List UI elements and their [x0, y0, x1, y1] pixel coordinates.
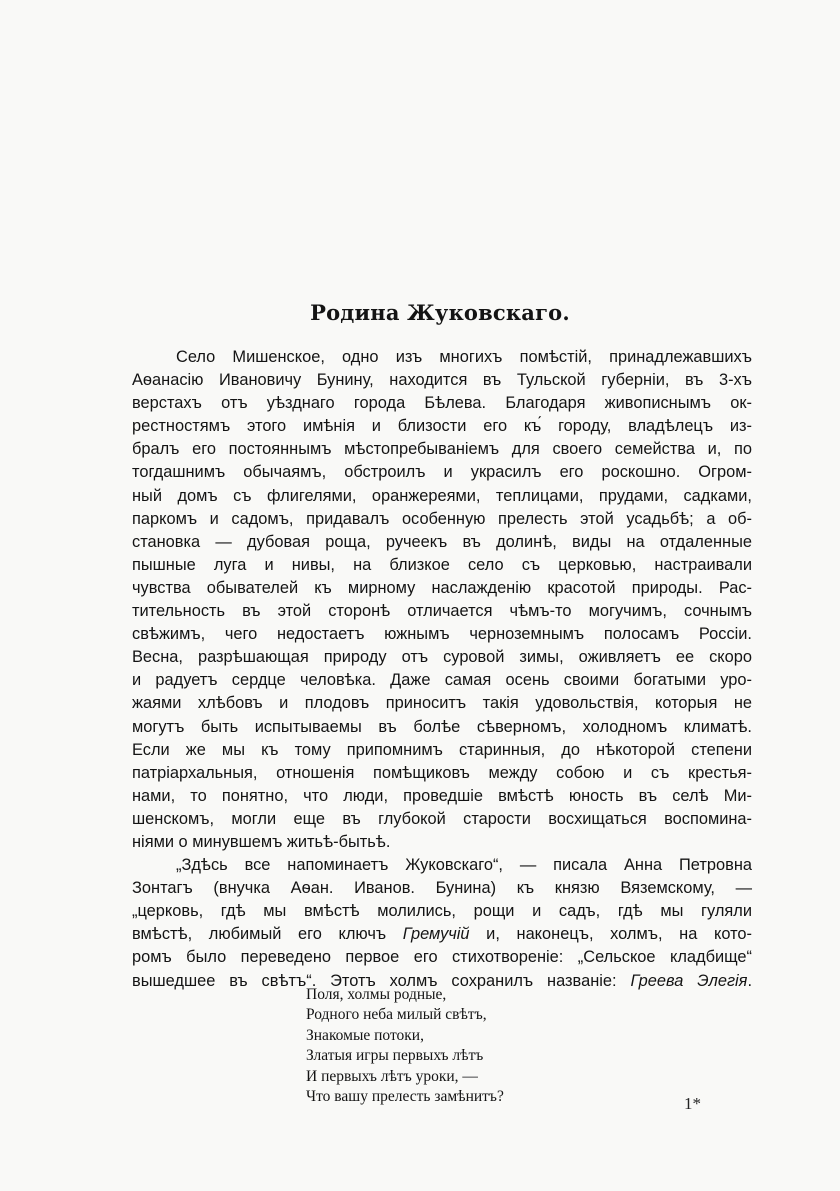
- text-fragment: вышедшее въ свѣтъ“. Этотъ холмъ сохранилъ названіе:: [132, 971, 631, 990]
- text-fragment: вмѣстѣ, любимый его ключъ: [132, 925, 403, 944]
- text-line: Село Мишенское, одно изъ многихъ помѣстій, принадлежавшихъ: [176, 348, 752, 366]
- text-line: паркомъ и садомъ, придавалъ особенную прелесть этой усадьбѣ; а об-: [132, 509, 752, 528]
- body-text: [132, 346, 752, 993]
- text-line: Аѳанасію Ивановичу Бунину, находится въ Тульской губерніи, въ 3-хъ: [132, 371, 752, 390]
- text-line: могутъ быть испытываемы въ болѣе сѣверномъ, холодномъ климатѣ.: [132, 717, 752, 736]
- paragraph-1: [132, 346, 752, 854]
- text-line: верстахъ отъ уѣзднаго города Бѣлева. Благодаря живописнымъ ок-: [132, 394, 752, 413]
- page-number: 1*: [684, 1094, 701, 1113]
- text-fragment: .: [747, 971, 752, 990]
- text-fragment: и, наконецъ, холмъ, на кото-: [469, 925, 752, 944]
- text-line: чувства обывателей къ мирному наслажденію красотой природы. Рас-: [132, 578, 752, 597]
- text-line: тительность въ этой сторонѣ отличается чѣмъ-то могучимъ, сочнымъ: [132, 602, 752, 621]
- text-line: жаями хлѣбовъ и плодовъ приноситъ такія удовольствія, которыя не: [132, 694, 752, 713]
- text-line: свѣжимъ, чего недостаетъ южнымъ черноземнымъ полосамъ Россіи.: [132, 625, 752, 644]
- text-line: Зонтагъ (внучка Аѳан. Иванов. Бунина) къ князю Вяземскому, —: [132, 879, 752, 898]
- text-line: шенскомъ, могли еще въ глубокой старости восхищаться воспомина-: [132, 809, 752, 828]
- italic-name: Гремучій: [402, 925, 470, 944]
- text-line: „церковь, гдѣ мы вмѣстѣ молились, рощи и садъ, гдѣ мы гуляли: [132, 902, 752, 921]
- text-line: Весна, разрѣшающая природу отъ суровой зимы, оживляетъ ее скоро: [132, 648, 752, 667]
- text-line: ромъ было переведено первое его стихотвореніе: „Сельское кладбище“: [132, 948, 752, 967]
- poem-line: Что вашу прелесть замѣнитъ?: [306, 1088, 504, 1106]
- text-line: бралъ его постояннымъ мѣстопребываніемъ для своего семейства и, по: [132, 440, 752, 459]
- text-line: Если же мы къ тому припомнимъ старинныя, до нѣкоторой степени: [132, 740, 752, 759]
- text-line: рестностямъ этого имѣнія и близости его къ́ городу, владѣлецъ из-: [132, 417, 752, 436]
- text-line: „Здѣсь все напоминаетъ Жуковскаго“, — писала Анна Петровна: [176, 856, 752, 875]
- poem-line: Знакомые потоки,: [306, 1026, 424, 1044]
- italic-name: Греева Элегія: [630, 971, 748, 990]
- page-title: Родина Жуковскаго.: [310, 300, 570, 325]
- text-line: тогдашнимъ обычаямъ, обстроилъ и украсилъ его роскошно. Огром-: [132, 463, 752, 482]
- text-line: становка — дубовая роща, ручеекъ въ долинѣ, виды на отдаленные: [132, 532, 752, 551]
- text-line: нами, то понятно, что люди, проведшіе вмѣстѣ юность въ селѣ Ми-: [132, 786, 752, 805]
- poem-line: Златыя игры первыхъ лѣтъ: [306, 1047, 484, 1065]
- text-line: пышные луга и нивы, на близкое село съ церковью, настраивали: [132, 555, 752, 574]
- text-line: и радуетъ сердце человѣка. Даже самая осень своими богатыми уро-: [132, 671, 752, 690]
- poem-line: И первыхъ лѣтъ уроки, —: [306, 1067, 478, 1085]
- text-line: ніями о минувшемъ житьѣ-бытьѣ.: [132, 832, 391, 851]
- text-line: патріархальныя, отношенія помѣщиковъ между собою и съ крестья-: [132, 763, 752, 782]
- poem-line: Родного неба милый свѣтъ,: [306, 1006, 487, 1024]
- poem-line: Поля, холмы родные,: [306, 986, 447, 1003]
- text-line: [132, 923, 752, 946]
- paragraph-2: [132, 854, 752, 993]
- poem-verse: [306, 985, 626, 1107]
- text-line: ный домъ съ флигелями, оранжереями, теплицами, прудами, садками,: [132, 486, 752, 505]
